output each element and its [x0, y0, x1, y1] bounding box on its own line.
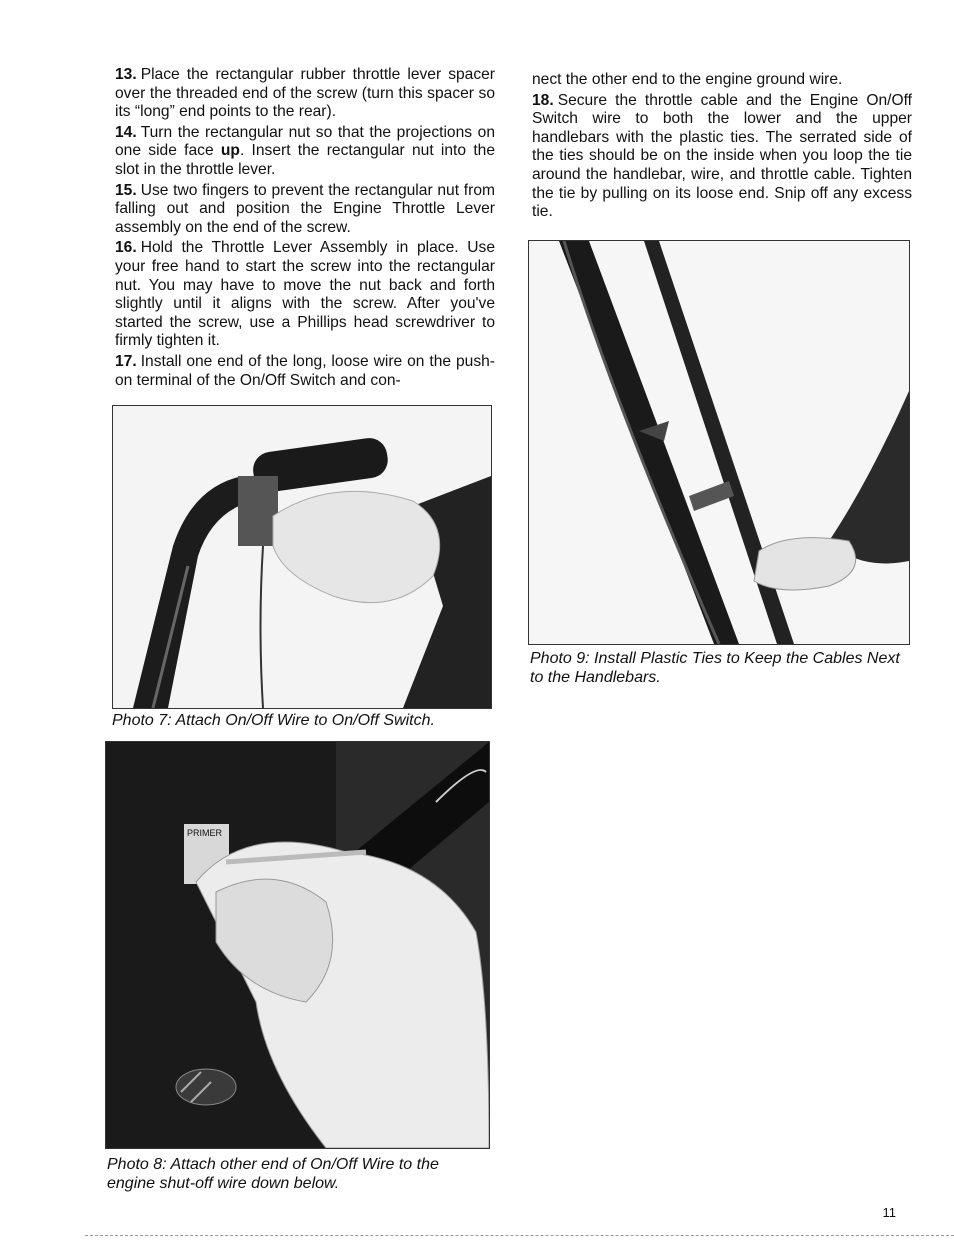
photo-8-caption: Photo 8: Attach other end of On/Off Wire to the engine shut-off wire down below. — [107, 1156, 439, 1192]
step-13: 13. Place the rectangular rubber throttle lever spacer over the threaded end of the screw (turn this spacer so its “long” end points to the rear). — [115, 66, 495, 121]
photo-8 — [105, 741, 490, 1149]
step-16: 16. Hold the Throttle Lever Assembly in place. Use your free hand to start the screw into the rectangular nut. You may have to move the nut back and forth slightly until it aligns with the screw. After you've started the screw, use a Phillips head screwdriver to firmly tighten it. — [115, 239, 495, 350]
right-column — [532, 71, 912, 224]
step-15: 15. Use two fingers to prevent the rectangular nut from falling out and position the Engine Throttle Lever assembly on the end of the screw. — [115, 181, 495, 236]
step-17: 17. Install one end of the long, loose wire on the push-on terminal of the On/Off Switch and con- — [115, 352, 495, 389]
photo-9-caption: Photo 9: Install Plastic Ties to Keep the Cables Next to the Handlebars. — [530, 650, 900, 686]
footer-divider — [85, 1235, 954, 1236]
photo-9-illustration — [529, 241, 909, 644]
left-column — [115, 66, 495, 392]
step-17-continuation: nect the other end to the engine ground wire. — [532, 71, 843, 88]
photo-9 — [528, 240, 910, 645]
page-number: 11 — [882, 1205, 896, 1220]
step-18: 18. Secure the throttle cable and the Engine On/Off Switch wire to both the lower and the upper handlebars with the plastic ties. The serrated side of the ties should be on the inside when you loop the tie around the handlebar, wire, and throttle cable. Tighten the tie by pulling on its loose end. Snip off any excess tie. — [532, 91, 912, 221]
photo-8-illustration — [106, 742, 489, 1148]
photo-7-illustration — [113, 406, 491, 708]
step-14: 14. Turn the rectangular nut so that the projections on one side face up. Insert the rectangular nut into the slot in the throttle lever. — [115, 123, 495, 178]
photo-7 — [112, 405, 492, 709]
photo-7-caption: Photo 7: Attach On/Off Wire to On/Off Switch. — [112, 712, 435, 729]
primer-label: PRIMER — [187, 828, 223, 838]
